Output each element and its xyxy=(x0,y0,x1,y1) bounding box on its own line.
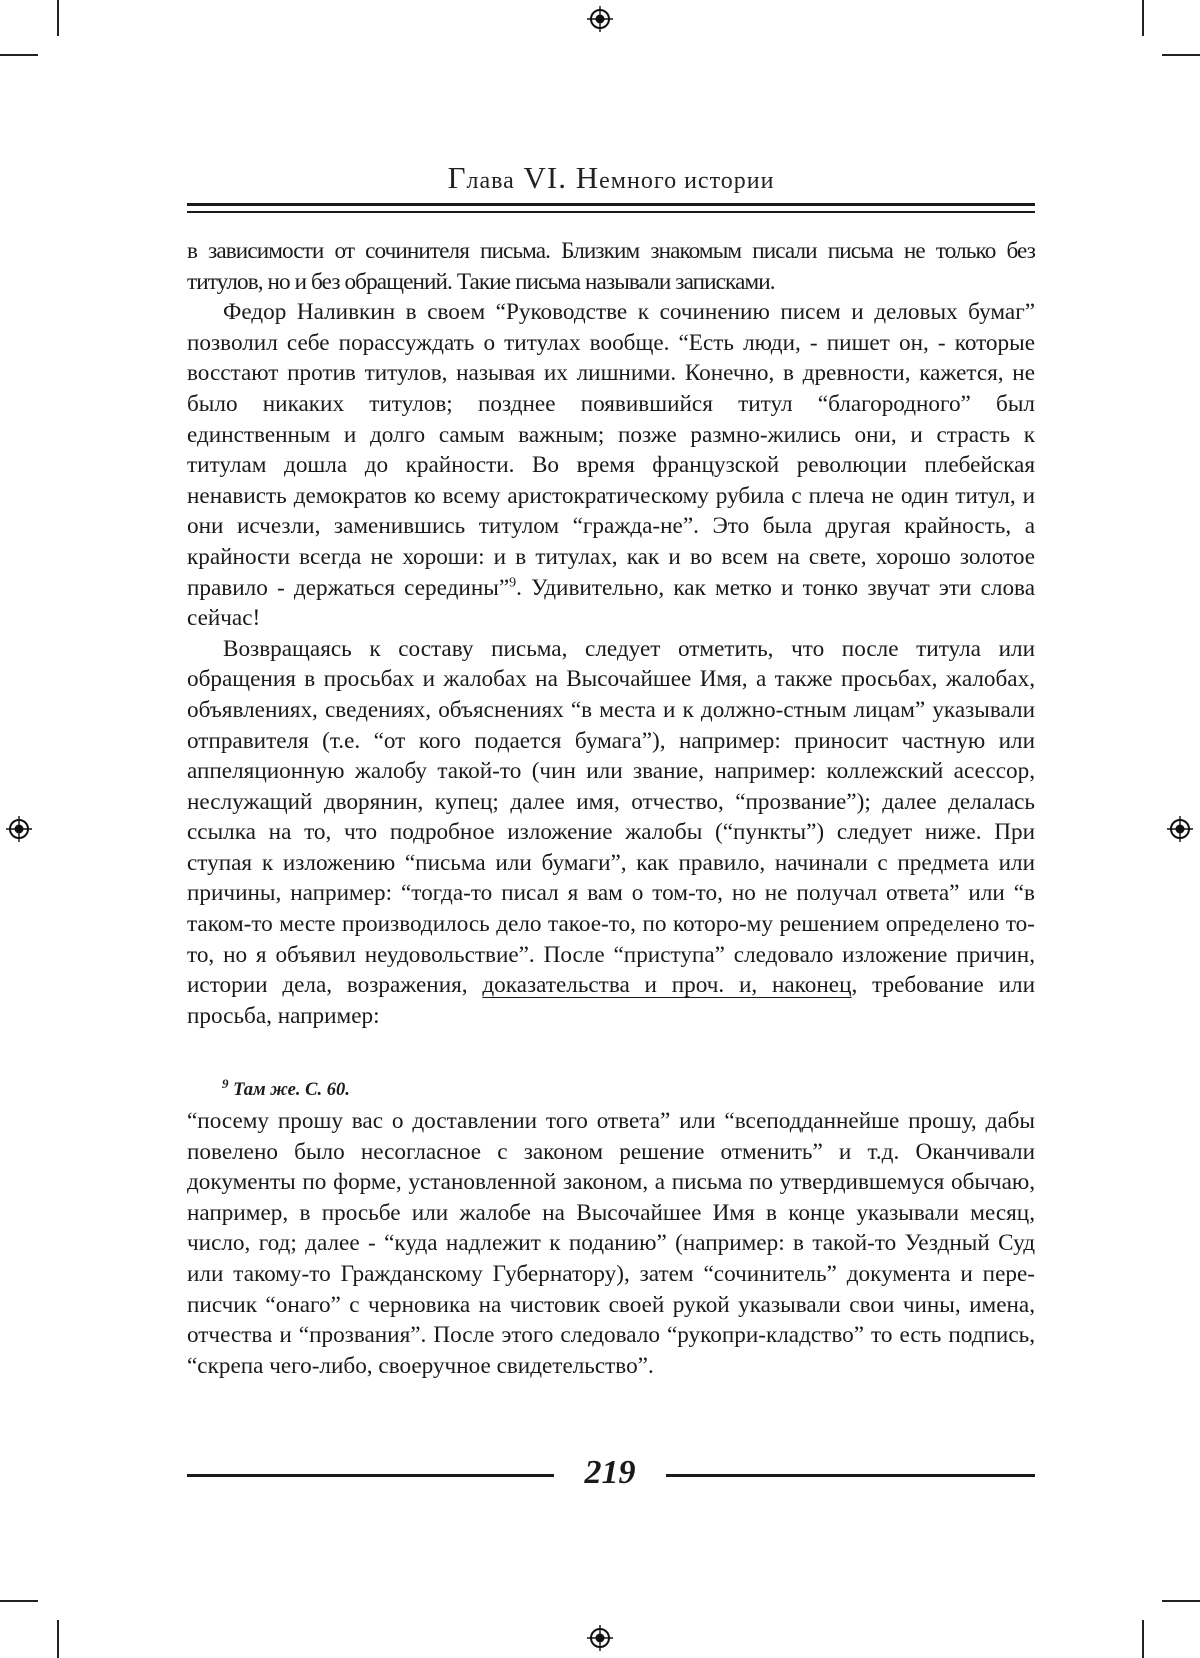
footnote-ref: 9 xyxy=(509,574,517,590)
crop-mark xyxy=(0,1600,38,1602)
paragraph: в зависимости от сочинителя письма. Близким знакомым писали письма не только без титулов, но и без обращений. Такие письма называли записками. xyxy=(187,238,1035,295)
header-rule xyxy=(187,211,1035,213)
main-text-top xyxy=(187,236,1035,1031)
footer-rule-left xyxy=(187,1474,554,1477)
crop-mark xyxy=(1142,0,1144,36)
crop-mark xyxy=(57,0,59,36)
registration-mark-icon xyxy=(587,6,613,32)
crop-mark xyxy=(57,1620,59,1658)
paragraph: Возвращаясь к составу письма, следует отметить, что после титула или обращения в просьбах и жалобах на Высочайшее Имя, а также просьбах, жалобах, объявлениях, сведениях, объяснениях “в места и к должно-стным лицам” указывали отправителя (т.е. “от кого подается бумага”), например: приносит частную или аппеляционную жалобу такой-то (чин или звание, например: коллежский асессор, неслужащий дворянин, купец; далее имя, отчество, “прозвание”); далее делалась ссылка на то, что подробное изложение жалобы (“пункты”) следует ниже. При ступая к изложению “письма или бумаги”, как правило, начинали с предмета или причины, например: “тогда-то писал я вам о том-то, но не получал ответа” или “в таком-то месте производилось дело такое-то, по которо-му решением определено то-то, но я объявил неудовольствие”. После “приступа” следовало изложение причин, истории дела, возражения, доказательства и проч. и, наконец, требование или просьба, например: xyxy=(187,635,1035,1029)
underlined-phrase: доказательства и проч. и, наконец xyxy=(482,972,852,999)
paragraph: Федор Наливкин в своем “Руководстве к сочинению писем и деловых бумаг” позволил себе порассуждать о титулах вообще. “Есть люди, - пишет он, - которые восстают против титулов, называя их лишними. Конечно, в древности, кажется, не было никаких титулов; позднее появившийся титул “благородного” был единственным и долго самым важным; позже размно-жились они, и страсть к титулам дошла до крайности. Во время французской революции плебейская ненависть демократов ко всему аристократическому рубила с плеча не один титул, и они исчезли, заменившись титулом “гражда-не”. Это была другая крайность, а крайности всегда не хороши: и в титулах, как и во всем на свете, хорошо золотое правило - держаться середины”$^9$. Удивительно, как метко и тонко звучат эти слова сейчас! xyxy=(187,299,1035,632)
chapter-header: Глава VI. Немного истории xyxy=(447,160,775,195)
page-number: 219 xyxy=(584,1454,636,1491)
crop-mark xyxy=(0,54,38,56)
crop-mark xyxy=(1142,1620,1144,1658)
footnote: $^9$ Там же. С. 60. xyxy=(222,1076,350,1101)
header-rule xyxy=(187,203,1035,206)
footer-rule-right xyxy=(666,1474,1035,1477)
registration-mark-icon xyxy=(587,1625,613,1651)
crop-mark xyxy=(1162,1600,1200,1602)
main-text-bottom xyxy=(187,1106,1035,1381)
registration-mark-icon xyxy=(6,816,32,842)
crop-mark xyxy=(1162,54,1200,56)
registration-mark-icon xyxy=(1167,816,1193,842)
paragraph: “посему прошу вас о доставлении того ответа” или “всеподданнейше прошу, дабы повелено было несогласное с законом решение отменить” и т.д. Оканчивали документы по форме, установленной законом, а письма по утвердившемуся обычаю, например, в просьбе или жалобе на Высочайшее Имя в конце указывали месяц, число, год; далее - “куда надлежит к поданию” (например: в такой-то Уездный Суд или такому-то Гражданскому Губернатору), затем “сочинитель” документа и пере-писчик “онаго” с черновика на чистовик своей рукой указывали свои чины, имена, отчества и “прозвания”. После этого следовало “рукопри-кладство” то есть подпись, “скрепа чего-либо, своеручное свидетельство”. xyxy=(187,1108,1035,1379)
